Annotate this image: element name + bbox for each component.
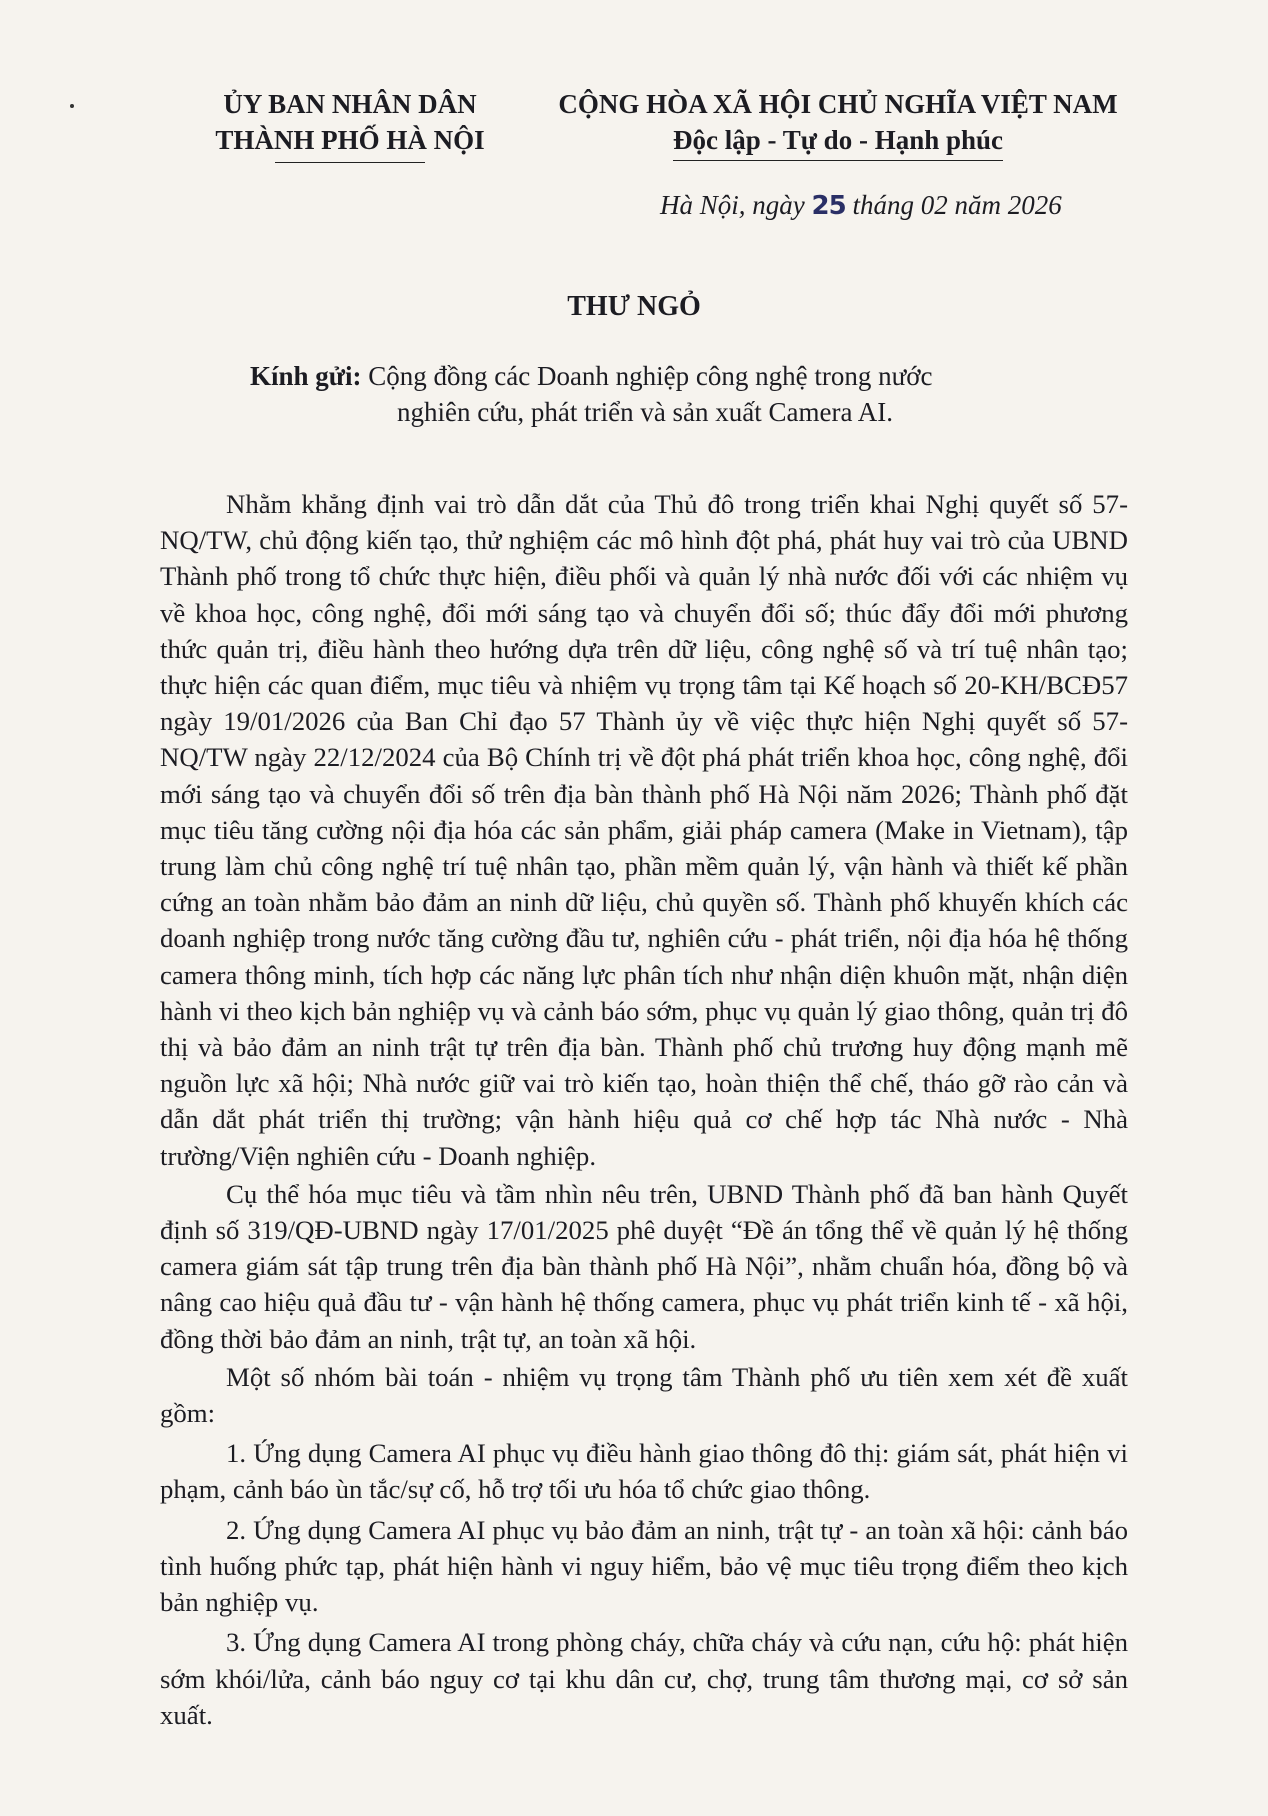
issuing-authority	[195, 86, 505, 163]
national-motto: Độc lập - Tự do - Hạnh phúc	[673, 122, 1003, 161]
recipient-line-1: Cộng đồng các Doanh nghiệp công nghệ trong nước	[368, 361, 933, 391]
document-title: THƯ NGỎ	[567, 291, 701, 322]
letter-body	[160, 486, 1128, 1733]
priority-item: 3. Ứng dụng Camera AI trong phòng cháy, chữa cháy và cứu nạn, cứu hộ: phát hiện sớm khói/lửa, cảnh báo nguy cơ tại khu dân cư, chợ, trung tâm thương mại, cơ sở sản xuất.	[160, 1627, 1128, 1730]
body-paragraph: Nhằm khẳng định vai trò dẫn dắt của Thủ đô trong triển khai Nghị quyết số 57-NQ/TW, chủ động kiến tạo, thử nghiệm các mô hình đột phá, phát huy vai trò của UBND Thành phố trong tổ chức thực hiện, điều phối và quản lý nhà nước đối với các nhiệm vụ về khoa học, công nghệ, đổi mới sáng tạo và chuyển đổi số; thúc đẩy đổi mới phương thức quản trị, điều hành theo hướng dựa trên dữ liệu, công nghệ số và trí tuệ nhân tạo; thực hiện các quan điểm, mục tiêu và nhiệm vụ trọng tâm tại Kế hoạch số 20-KH/BCĐ57 ngày 19/01/2026 của Ban Chỉ đạo 57 Thành ủy về việc thực hiện Nghị quyết số 57-NQ/TW ngày 22/12/2024 của Bộ Chính trị về đột phá phát triển khoa học, công nghệ, đổi mới sáng tạo và chuyển đổi số trên địa bàn thành phố Hà Nội năm 2026; Thành phố đặt mục tiêu tăng cường nội địa hóa các sản phẩm, giải pháp camera (Make in Vietnam), tập trung làm chủ công nghệ trí tuệ nhân tạo, phần mềm quản lý, vận hành và thiết kế phần cứng an toàn nhằm bảo đảm an ninh dữ liệu, chủ quyền số. Thành phố khuyến khích các doanh nghiệp trong nước tăng cường đầu tư, nghiên cứu - phát triển, nội địa hóa hệ thống camera thông minh, tích hợp các năng lực phân tích như nhận diện khuôn mặt, nhận diện hành vi theo kịch bản nghiệp vụ và cảnh báo sớm, phục vụ quản lý giao thông, quản trị đô thị và bảo đảm an ninh trật tự trên địa bàn. Thành phố chủ trương huy động mạnh mẽ nguồn lực xã hội; Nhà nước giữ vai trò kiến tạo, hoàn thiện thể chế, tháo gỡ rào cản và dẫn dắt phát triển thị trường; vận hành hiệu quả cơ chế hợp tác Nhà nước - Nhà trường/Viện nghiên cứu - Doanh nghiệp.	[160, 489, 1128, 1171]
recipient-line-2: nghiên cứu, phát triển và sản xuất Camera AI.	[397, 397, 893, 427]
national-header	[538, 86, 1138, 161]
priority-item: 2. Ứng dụng Camera AI phục vụ bảo đảm an ninh, trật tự - an toàn xã hội: cảnh báo tình huống phức tạp, phát hiện hành vi nguy hiểm, bảo vệ mục tiêu trọng điểm theo kịch bản nghiệp vụ.	[160, 1514, 1128, 1618]
date-suffix: tháng 02 năm 2026	[852, 190, 1062, 220]
body-paragraph: Cụ thể hóa mục tiêu và tầm nhìn nêu trên, UBND Thành phố đã ban hành Quyết định số 319/QĐ-UBND ngày 17/01/2025 phê duyệt “Đề án tổng thể về quản lý hệ thống camera giám sát tập trung trên địa bàn thành phố Hà Nội”, nhằm chuẩn hóa, đồng bộ và nâng cao hiệu quả đầu tư - vận hành hệ thống camera, phục vụ phát triển kinh tế - xã hội, đồng thời bảo đảm an ninh, trật tự, an toàn xã hội.	[160, 1178, 1128, 1354]
scan-speck	[70, 104, 74, 108]
authority-line-1: ỦY BAN NHÂN DÂN	[223, 89, 477, 119]
body-paragraph: Một số nhóm bài toán - nhiệm vụ trọng tâm Thành phố ưu tiên xem xét đề xuất gồm:	[160, 1361, 1128, 1429]
authority-underline	[275, 162, 425, 163]
authority-line-2: THÀNH PHỐ HÀ NỘI	[215, 125, 485, 155]
priority-item: 1. Ứng dụng Camera AI phục vụ điều hành giao thông đô thị: giám sát, phát hiện vi phạm, cảnh báo ùn tắc/sự cố, hỗ trợ tối ưu hóa tổ chức giao thông.	[160, 1438, 1128, 1505]
recipient-block	[250, 358, 933, 430]
date-prefix: Hà Nội, ngày	[660, 190, 805, 220]
issue-date	[660, 190, 1062, 221]
recipient-label: Kính gửi:	[250, 361, 362, 391]
national-title: CỘNG HÒA XÃ HỘI CHỦ NGHĨA VIỆT NAM	[558, 89, 1118, 119]
date-day-handwritten: 25	[811, 191, 846, 221]
